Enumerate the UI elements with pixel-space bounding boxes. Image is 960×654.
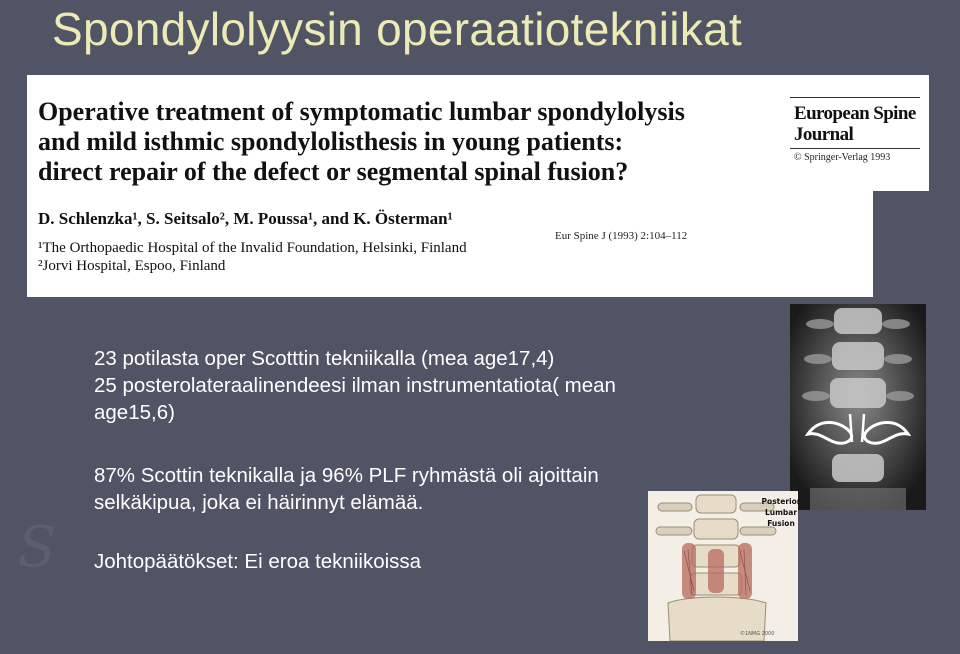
paper-title [38, 97, 768, 187]
paper-affiliation: ²Jorvi Hospital, Espoo, Finland [38, 258, 226, 274]
paper-title-line: direct repair of the defect or segmental spinal fusion? [38, 157, 629, 186]
plf-label [760, 496, 802, 529]
body-line: selkäkipua, joka ei häirinnyt elämää. [94, 491, 424, 514]
paper-authors: D. Schlenzka¹, S. Seitsalo², M. Poussa¹, and K. Österman¹ [38, 209, 453, 228]
posterior-lumbar-fusion-image [648, 491, 801, 641]
body-line: 87% Scottin teknikalla ja 96% PLF ryhmästä oli ajoittain [94, 464, 599, 487]
plf-label-line: Fusion [767, 519, 795, 528]
conclusion-text: Johtopäätökset: Ei eroa tekniikoissa [94, 550, 422, 573]
paper-title-line: Operative treatment of symptomatic lumbar spondylolysis [38, 97, 685, 126]
body-line: 25 posterolateraalinendeesi ilman instrumentatiota( mean [94, 374, 616, 397]
journal-copyright: © Springer-Verlag 1993 [794, 152, 891, 163]
body-line: age15,6) [94, 401, 175, 424]
plf-label-line: Posterior [761, 497, 801, 506]
spine-xray-icon [790, 304, 926, 510]
journal-logo [784, 75, 929, 191]
plf-signature: ©1NMG 2000 [740, 631, 775, 637]
xray-image [790, 304, 926, 510]
body-paragraph-1 [94, 345, 616, 426]
body-paragraph-2 [94, 462, 599, 516]
paper-header-image [27, 75, 873, 297]
body-line: 23 potilasta oper Scotttin tekniikalla (mea age17,4) [94, 347, 555, 370]
journal-rule [790, 97, 920, 98]
paper-title-line: and mild isthmic spondylolisthesis in young patients: [38, 127, 624, 156]
plf-label-line: Lumbar [764, 508, 798, 517]
background-watermark-icon: S [18, 515, 57, 580]
paper-affiliation: ¹The Orthopaedic Hospital of the Invalid Foundation, Helsinki, Finland [38, 240, 467, 256]
slide-title: Spondylolyysin operaatiotekniikat [52, 3, 743, 55]
paper-citation: Eur Spine J (1993) 2:104–112 [555, 230, 688, 242]
journal-rule [790, 148, 920, 149]
journal-name: European Spine Journal [794, 103, 916, 145]
